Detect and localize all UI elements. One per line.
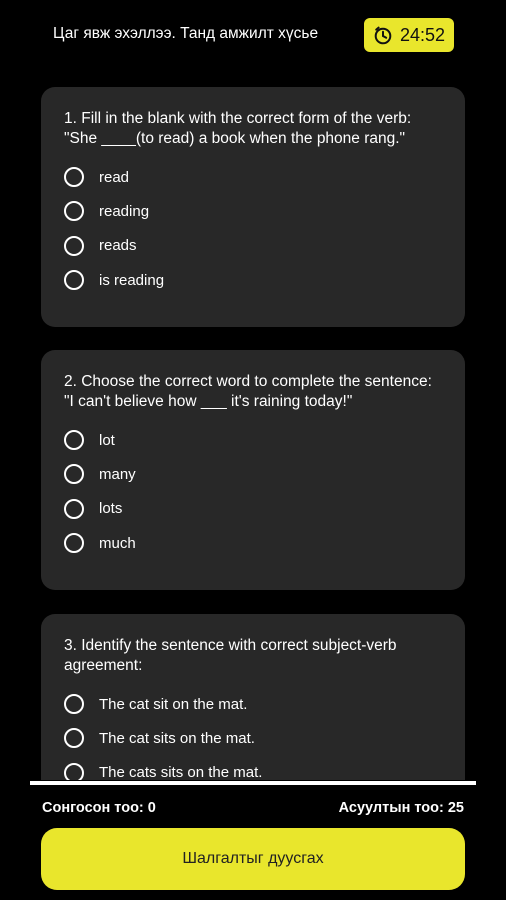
radio-icon[interactable]: [64, 728, 84, 748]
radio-icon[interactable]: [64, 694, 84, 714]
timer-icon: [373, 25, 393, 45]
option-label: The cat sits on the mat.: [99, 729, 255, 747]
radio-icon[interactable]: [64, 270, 84, 290]
option-label: lots: [99, 500, 123, 518]
question-text: 3. Identify the sentence with correct subject-verb agreement:: [64, 637, 397, 674]
option-label: The cat sit on the mat.: [99, 695, 248, 713]
option-label: read: [99, 168, 130, 186]
radio-icon[interactable]: [64, 499, 84, 519]
header: [0, 0, 506, 72]
option-q2-a[interactable]: [64, 423, 445, 457]
radio-icon[interactable]: [64, 464, 84, 484]
question-card-1: [41, 87, 465, 327]
header-message: Цаг явж эхэллээ. Танд амжилт хүсье: [53, 25, 319, 42]
option-q1-d[interactable]: [64, 263, 445, 297]
question-count: Асуултын тоо: 25: [338, 800, 464, 816]
option-q3-b[interactable]: [64, 721, 445, 755]
radio-icon[interactable]: [64, 533, 84, 553]
option-label: reading: [99, 202, 150, 220]
option-label: reads: [99, 237, 137, 255]
question-list[interactable]: [0, 72, 506, 780]
option-label: is reading: [99, 271, 165, 289]
question-text: 2. Choose the correct word to complete the sentence: "I can't believe how ___ it's raining today!": [64, 373, 432, 410]
option-q3-a[interactable]: [64, 687, 445, 721]
timer-badge: [364, 18, 454, 52]
option-q2-d[interactable]: [64, 526, 445, 560]
option-q2-b[interactable]: [64, 457, 445, 491]
option-q1-c[interactable]: [64, 229, 445, 263]
footer-divider: [30, 781, 476, 785]
option-label: lot: [99, 431, 115, 449]
option-label: many: [99, 465, 136, 483]
radio-icon[interactable]: [64, 167, 84, 187]
option-q1-b[interactable]: [64, 194, 445, 228]
option-q3-c[interactable]: [64, 756, 445, 780]
selected-count: Сонгосон тоо: 0: [42, 800, 156, 816]
radio-icon[interactable]: [64, 430, 84, 450]
finish-exam-button[interactable]: Шалгалтыг дуусгах: [41, 828, 465, 890]
radio-icon[interactable]: [64, 763, 84, 780]
option-label: much: [99, 534, 136, 552]
question-text: 1. Fill in the blank with the correct form of the verb: "She ____(to read) a book when the phone rang.": [64, 110, 412, 147]
question-card-3: [41, 614, 465, 780]
option-label: The cats sits on the mat.: [99, 764, 263, 780]
option-q1-a[interactable]: [64, 160, 445, 194]
question-card-2: [41, 350, 465, 590]
timer-value: 24:52: [399, 24, 446, 45]
radio-icon[interactable]: [64, 201, 84, 221]
option-q2-c[interactable]: [64, 492, 445, 526]
radio-icon[interactable]: [64, 236, 84, 256]
